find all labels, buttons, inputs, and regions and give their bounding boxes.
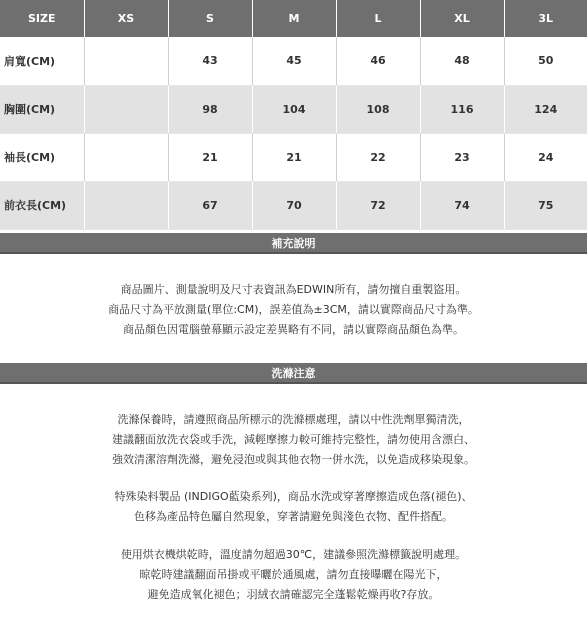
size-header-3l: 3L [504,0,587,37]
table-cell: 23 [420,133,504,181]
size-table [0,0,587,230]
table-cell: 46 [336,37,420,85]
size-header-row [0,0,587,37]
size-header-s: S [168,0,252,37]
washing-line: 特殊染料製品 (INDIGO藍染系列)，商品水洗或穿著摩擦造成色落(褪色)、 [114,490,473,503]
table-cell: 48 [420,37,504,85]
table-cell [84,37,168,85]
size-header: SIZE [0,0,84,37]
supplement-line: 商品顏色因電腦螢幕顯示設定差異略有不同，請以實際商品顏色為準。 [123,323,464,336]
table-cell: 108 [336,85,420,133]
table-cell: 21 [168,133,252,181]
washing-line: 避免造成氧化褪色；羽絨衣請確認完全蓬鬆乾燥再收?存放。 [147,588,440,601]
table-row-chest [0,85,587,133]
table-cell: 74 [420,181,504,229]
table-cell: 24 [504,133,587,181]
size-header-xs: XS [84,0,168,37]
table-cell: 116 [420,85,504,133]
table-row-sleeve [0,133,587,181]
washing-line: 建議翻面放洗衣袋或手洗，減輕摩擦力較可維持完整性，請勿使用含漂白、 [112,433,475,446]
size-header-l: L [336,0,420,37]
table-cell: 21 [252,133,336,181]
row-label: 前衣長(CM) [0,181,84,229]
row-label: 胸圍(CM) [0,85,84,133]
table-row-length [0,181,587,229]
size-header-xl: XL [420,0,504,37]
table-cell [84,85,168,133]
supplement-text [0,280,587,340]
table-cell: 75 [504,181,587,229]
table-cell: 104 [252,85,336,133]
table-cell: 45 [252,37,336,85]
washing-line: 色移為產品特色屬自然現象，穿著請避免與淺色衣物、配件搭配。 [134,510,453,523]
washing-paragraph-1 [0,410,587,470]
table-cell [84,133,168,181]
supplement-line: 商品尺寸為平放測量(單位:CM)，誤差值為±3CM，請以實際商品尺寸為準。 [108,303,479,316]
washing-paragraph-3 [0,545,587,605]
row-label: 袖長(CM) [0,133,84,181]
table-row-shoulder [0,37,587,85]
table-cell: 72 [336,181,420,229]
table-cell: 67 [168,181,252,229]
supplement-line: 商品圖片、測量說明及尺寸表資訊為EDWIN所有，請勿擅自重製盜用。 [120,283,467,296]
washing-line: 晾乾時建議翻面吊掛或平曬於通風處，請勿直接曝曬在陽光下， [139,568,448,581]
washing-paragraph-2 [0,487,587,527]
washing-line: 洗滌保養時，請遵照商品所標示的洗滌標處理，請以中性洗劑單獨清洗， [117,413,470,426]
washing-line: 強效清潔溶劑洗滌，避免浸泡或與其他衣物一併水洗，以免造成移染現象。 [112,453,475,466]
supplement-section-header: 補充說明 [0,233,587,254]
table-cell: 70 [252,181,336,229]
washing-line: 使用烘衣機烘乾時，溫度請勿超過30℃，建議參照洗滌標籤說明處理。 [120,548,467,561]
table-cell: 22 [336,133,420,181]
size-header-m: M [252,0,336,37]
table-cell: 43 [168,37,252,85]
table-cell: 124 [504,85,587,133]
table-cell: 98 [168,85,252,133]
table-cell [84,181,168,229]
table-cell: 50 [504,37,587,85]
washing-section-header: 洗滌注意 [0,363,587,384]
row-label: 肩寬(CM) [0,37,84,85]
